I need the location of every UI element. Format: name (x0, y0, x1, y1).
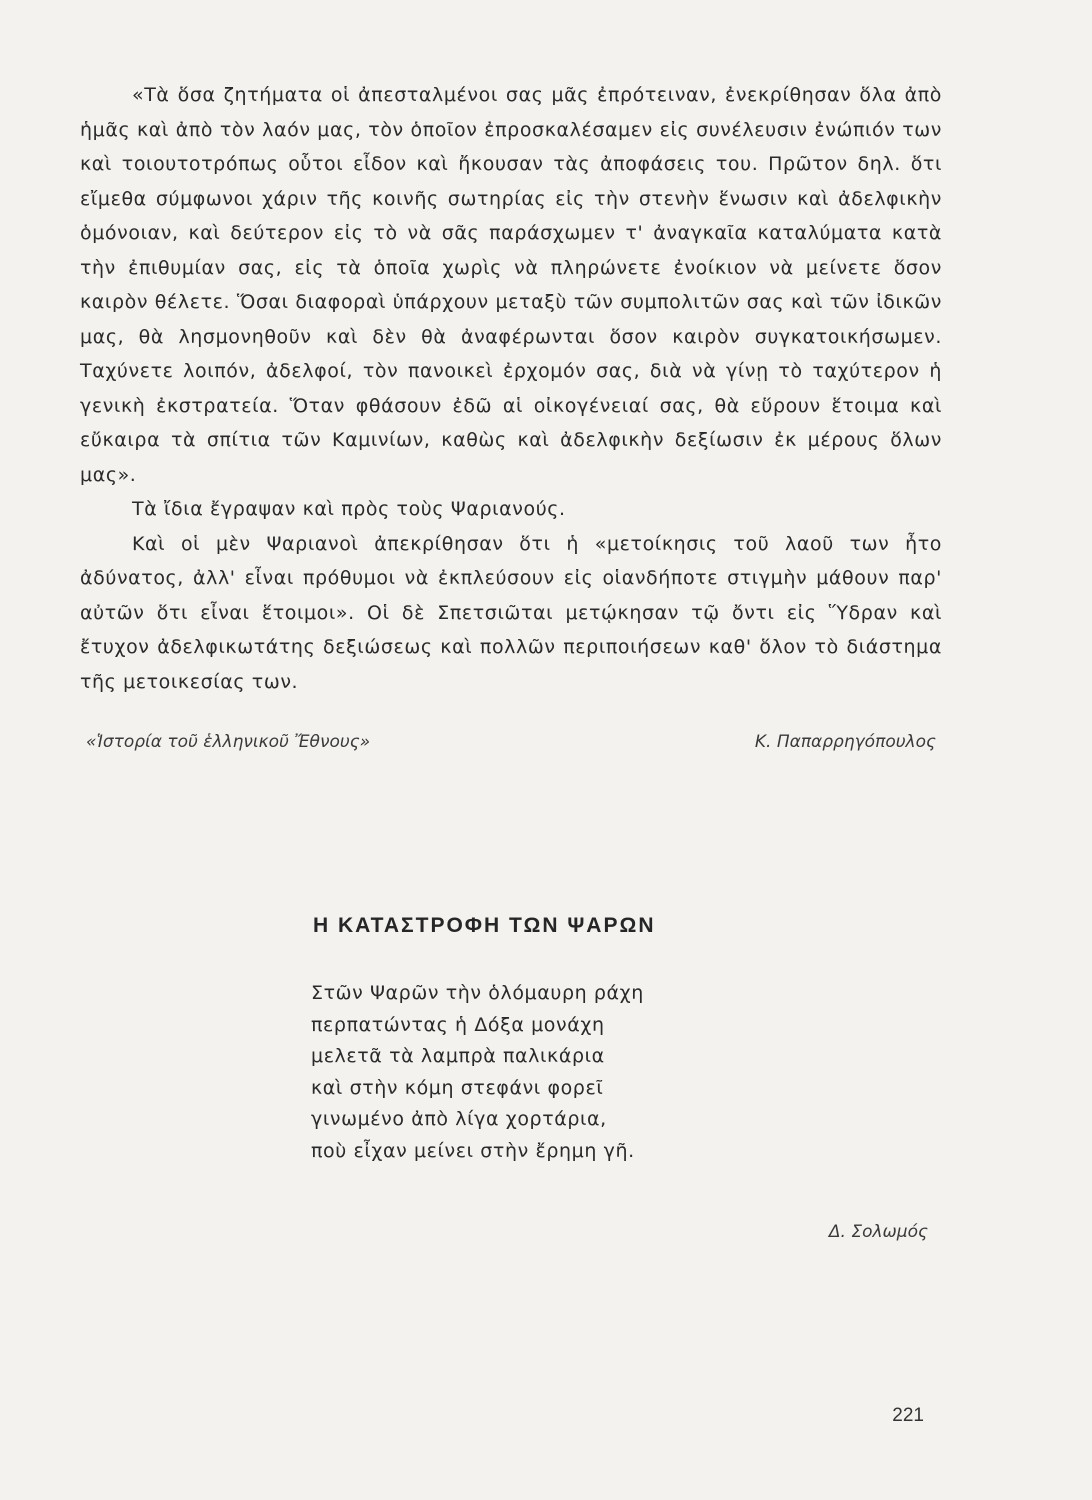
poem-title: Η ΚΑΤΑΣΤΡΟΦΗ ΤΩΝ ΨΑΡΩΝ (313, 914, 656, 937)
source-work-title: «Ἱστορία τοῦ ἑλληνικοῦ Ἔθνους» (86, 732, 371, 752)
poem-line: περπατώντας ἡ Δόξα μονάχη (311, 1013, 605, 1036)
paragraph-letter-quote: «Τὰ ὅσα ζητήματα οἱ ἀπεσταλμένοι σας μᾶς ἐπρότειναν, ἐνεκρίθησαν ὅλα ἀπὸ ἡμᾶς καὶ ἀπὸ τὸν λαόν μας, τὸν ὁποῖον ἐπροσκαλέσαμεν εἰς συνέλευσιν ἐνώπιόν των καὶ τοιουτοτρόπως οὗτοι εἶδον καὶ ἤκουσαν τὰς ἀποφάσεις του. Πρῶτον δηλ. ὅτι εἴμεθα σύμφωνοι χάριν τῆς κοινῆς σωτηρίας εἰς τὴν στενὴν ἕνωσιν καὶ ἀδελφικὴν ὁμόνοιαν, καὶ δεύτερον εἰς τὸ νὰ σᾶς παράσχωμεν τ' ἀναγκαῖα καταλύματα κατὰ τὴν ἐπιθυμίαν σας, εἰς τὰ ὁποῖα χωρὶς νὰ πληρώνετε ἐνοίκιον νὰ μείνετε ὅσον καιρὸν θέλετε. Ὅσαι διαφοραὶ ὑπάρχουν μεταξὺ τῶν συμπολιτῶν σας καὶ τῶν ἰδικῶν μας, θὰ λησμονηθοῦν καὶ δὲν θὰ ἀναφέρωνται ὅσον καιρὸν συγκατοικήσωμεν. Ταχύνετε λοιπόν, ἀδελφοί, τὸν πανοικεὶ ἐρχομόν σας, διὰ νὰ γίνῃ τὸ ταχύτερον ἡ γενικὴ ἐκστρατεία. Ὅταν φθάσουν ἐδῶ αἱ οἰκογένειαί σας, θὰ εὕρουν ἕτοιμα καὶ εὔκαιρα τὰ σπίτια τῶν Καμινίων, καθὼς καὶ ἀδελφικὴν δεξίωσιν ἐκ μέρους ὅλων μας». (80, 84, 942, 486)
source-author: Κ. Παπαρρηγόπουλος (754, 732, 936, 752)
poem-line: γινωμένο ἀπὸ λίγα χορτάρια, (311, 1108, 607, 1130)
poem-author: Δ. Σολωμός (828, 1222, 928, 1242)
paragraph-psariots-letter: Τὰ ἴδια ἔγραψαν καὶ πρὸς τοὺς Ψαριανούς. (132, 498, 566, 520)
poem-body (311, 978, 644, 1167)
page-number: 221 (892, 1405, 924, 1426)
poem-line: καὶ στὴν κόμη στεφάνι φορεῖ (311, 1076, 604, 1099)
paragraph-psariots-reply: Καὶ οἱ μὲν Ψαριανοὶ ἀπεκρίθησαν ὅτι ἡ «μετοίκησις τοῦ λαοῦ των ἦτο ἀδύνατος, ἀλλ' εἶναι πρόθυμοι νὰ ἐκπλεύσουν εἰς οἱανδήποτε στιγμὴν μάθουν παρ' αὐτῶν ὅτι εἶναι ἕτοιμοι». Οἱ δὲ Σπετσιῶται μετῴκησαν τῷ ὄντι εἰς Ὕδραν καὶ ἔτυχον ἀδελφικωτάτης δεξιώσεως καὶ πολλῶν περιποιήσεων καθ' ὅλον τὸ διάστημα τῆς μετοικεσίας των. (80, 532, 942, 693)
poem-line: ποὺ εἶχαν μείνει στὴν ἔρημη γῆ. (311, 1139, 635, 1162)
poem-line: Στῶν Ψαρῶν τὴν ὁλόμαυρη ράχη (311, 982, 644, 1004)
poem-line: μελετᾶ τὰ λαμπρὰ παλικάρια (311, 1045, 605, 1067)
prose-section (80, 78, 942, 699)
